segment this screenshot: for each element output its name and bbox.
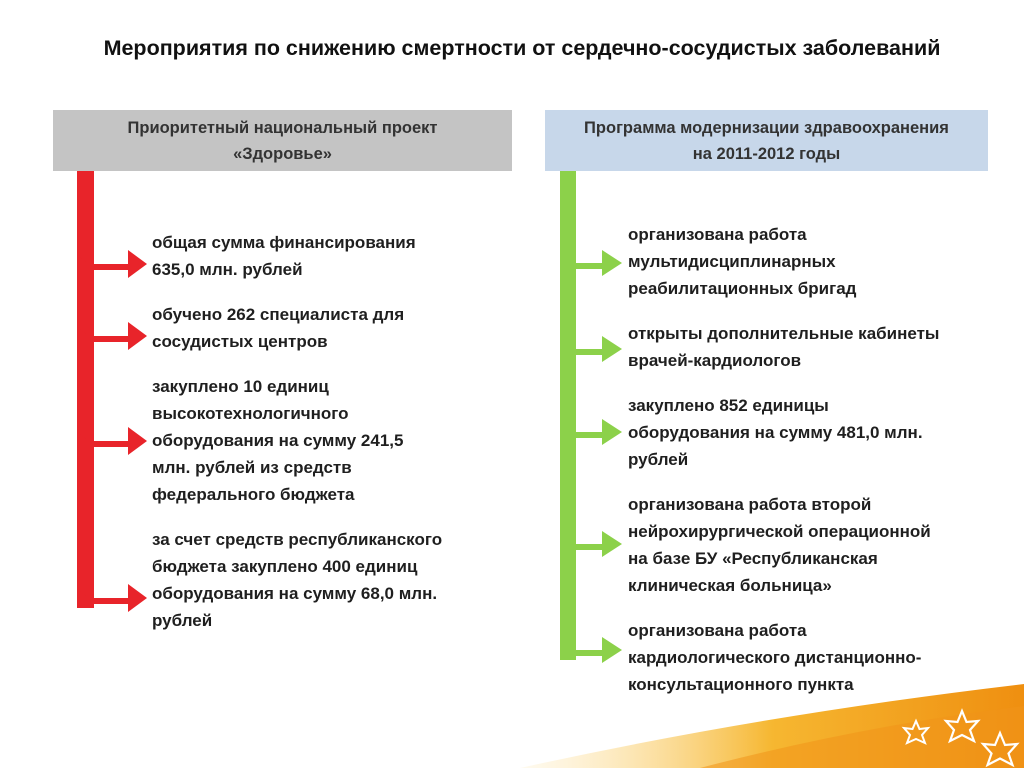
left-item-3-line-1: закуплено 10 единиц: [152, 377, 329, 396]
left-item-1-line-1: общая сумма финансирования: [152, 233, 416, 252]
left-item-4-line-1: за счет средств республиканского: [152, 530, 443, 549]
right-item-4-line-4: клиническая больница»: [628, 576, 832, 595]
right-item-5-line-2: кардиологического дистанционно-: [628, 648, 922, 667]
right-item-3-line-2: оборудования на сумму 481,0 млн.: [628, 423, 923, 442]
right-item-1-line-1: организована работа: [628, 225, 807, 244]
right-item-5-line-3: консультационного пункта: [628, 675, 854, 694]
left-item-2-line-1: обучено 262 специалиста для: [152, 305, 405, 324]
left-item-3-line-4: млн. рублей из средств: [152, 458, 352, 477]
right-item-3-line-3: рублей: [628, 450, 689, 469]
right-item-4-line-2: нейрохирургической операционной: [628, 522, 931, 541]
left-item-1-line-2: 635,0 млн. рублей: [152, 260, 303, 279]
left-item-3-line-5: федерального бюджета: [152, 485, 355, 504]
right-item-4-line-3: на базе БУ «Республиканская: [628, 549, 878, 568]
left-item-4-line-2: бюджета закуплено 400 единиц: [152, 557, 418, 576]
right-item-5-line-1: организована работа: [628, 621, 807, 640]
right-header-line-1: Программа модернизации здравоохранения: [584, 118, 949, 137]
left-item-2-line-2: сосудистых центров: [152, 332, 328, 351]
right-item-3-line-1: закуплено 852 единицы: [628, 396, 829, 415]
right-header-line-2: на 2011-2012 годы: [692, 144, 841, 163]
left-item-4-line-4: рублей: [152, 611, 213, 630]
left-header-line-2: «Здоровье»: [233, 144, 332, 163]
right-item-2-line-1: открыты дополнительные кабинеты: [628, 324, 940, 343]
page-title: Мероприятия по снижению смертности от сердечно-сосудистых заболеваний: [103, 36, 941, 60]
right-item-1-line-3: реабилитационных бригад: [628, 279, 857, 298]
left-item-4-line-3: оборудования на сумму 68,0 млн.: [152, 584, 438, 603]
right-item-2-line-2: врачей-кардиологов: [628, 351, 802, 370]
left-item-3-line-2: высокотехнологичного: [152, 404, 349, 423]
right-item-1-line-2: мультидисциплинарных: [628, 252, 836, 271]
left-item-3-line-3: оборудования на сумму 241,5: [152, 431, 404, 450]
left-header-line-1: Приоритетный национальный проект: [127, 118, 438, 137]
right-item-4-line-1: организована работа второй: [628, 495, 872, 514]
